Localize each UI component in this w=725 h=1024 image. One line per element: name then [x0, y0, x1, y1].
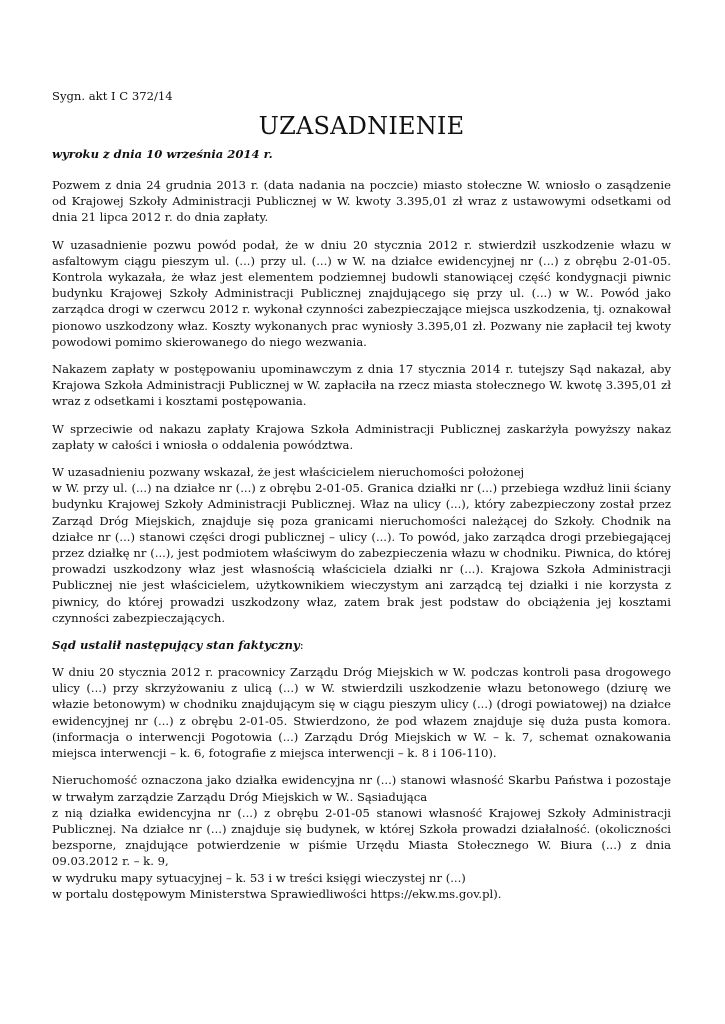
- facts-heading-text: Sąd ustalił następujący stan faktyczny: [52, 638, 300, 653]
- facts-heading-colon: :: [299, 638, 304, 653]
- paragraph-5-body: w W. przy ul. (...) na działce nr (...) z obrębu 2-01-05. Granica działki nr (...) przebiega wzdłuż linii ściany budynku Krajowej Szkoły Administracji Publicznej. Właz na ulicy (...), który zabezpieczony został przez Zarząd Dróg Miejskich, znajduje się poza granicami nieruchomości należącej do Szkoły. Chodnik na działce nr (...) stanowi części drogi publicznej – ulicy (...). To powód, jako zarządca drogi przebiegającej przez działkę nr (...), jest podmiotem właściwym do zabezpieczenia włazu w chodniku. Piwnica, do której prowadzi uszkodzony właz jest własnością właściciela działki nr (...). Krajowa Szkoła Administracji Publicznej nie jest właścicielem, użytkownikiem wieczystym ani zarządcą tej działki i nie korzysta z piwnicy, do której prowadzi uszkodzony właz, zatem brak jest podstaw do obciążenia jej kosztami czynności zabezpieczających.: [52, 481, 671, 625]
- paragraph-7-line-c: w wydruku mapy sytuacyjnej – k. 53 i w treści księgi wieczystej nr (...): [52, 870, 466, 885]
- paragraph-1: Pozwem z dnia 24 grudnia 2013 r. (data nadania na poczcie) miasto stołeczne W. wniosło o zasądzenie od Krajowej Szkoły Administracji Publicznej w W. kwoty 3.395,01 zł wraz z ustawowymi odsetkami od dnia 21 lipca 2012 r. do dnia zapłaty.: [52, 178, 671, 225]
- facts-heading: [52, 637, 671, 653]
- document-subtitle: wyroku z dnia 10 września 2014 r.: [52, 147, 273, 161]
- paragraph-3: Nakazem zapłaty w postępowaniu upominawczym z dnia 17 stycznia 2014 r. tutejszy Sąd nakazał, aby Krajowa Szkoła Administracji Publicznej w W. zapłaciła na rzecz miasta stołecznego W. kwotę 3.395,01 zł wraz z odsetkami i kosztami postępowania.: [52, 362, 671, 409]
- paragraph-4: W sprzeciwie od nakazu zapłaty Krajowa Szkoła Administracji Publicznej zaskarżyła powyższy nakaz zapłaty w całości i wniosła o oddalenia powództwa.: [52, 421, 671, 452]
- paragraph-7: [52, 772, 671, 902]
- paragraph-7-line-d: w portalu dostępowym Ministerstwa Sprawiedliwości https://ekw.ms.gov.pl).: [52, 886, 502, 901]
- document-page: [52, 88, 671, 913]
- case-number: Sygn. akt I C 372/14: [52, 89, 173, 103]
- paragraph-5-first-line: W uzasadnieniu pozwany wskazał, że jest właścicielem nieruchomości położonej: [52, 465, 525, 480]
- paragraph-6: W dniu 20 stycznia 2012 r. pracownicy Zarządu Dróg Miejskich w W. podczas kontroli pasa drogowego ulicy (...) przy skrzyżowaniu z ulicą (...) w W. stwierdzili uszkodzenie włazu betonowego (dziurę we włazie betonowym) w chodniku znajdującym się w ciągu pieszym ulicy (...) (drogi powiatowej) na działce ewidencyjnej nr (...) z obrębu 2-01-05. Stwierdzono, że pod włazem znajduje się duża pusta komora. (informacja o interwencji Pogotowia (...) Zarządu Dróg Miejskich w W. – k. 7, schemat oznakowania miejsca interwencji – k. 6, fotografie z miejsca interwencji – k. 8 i 106-110).: [52, 665, 671, 761]
- paragraph-7-part-a: Nieruchomość oznaczona jako działka ewidencyjna nr (...) stanowi własność Skarbu Państwa i pozostaje w trwałym zarządzie Zarządu Dróg Miejskich w W.. Sąsiadująca: [52, 773, 671, 804]
- document-title: UZASADNIENIE: [258, 112, 465, 140]
- paragraph-5: [52, 464, 671, 626]
- paragraph-7-part-b: z nią działka ewidencyjna nr (...) z obrębu 2-01-05 stanowi własność Krajowej Szkoły Administracji Publicznej. Na działce nr (...) znajduje się budynek, w której Szkoła prowadzi działalność. (okoliczności bezsporne, znajdujące potwierdzenie w piśmie Urzędu Miasta Stołecznego W. Biura (...) z dnia 09.03.2012 r. – k. 9,: [52, 805, 671, 869]
- paragraph-2: W uzasadnienie pozwu powód podał, że w dniu 20 stycznia 2012 r. stwierdził uszkodzenie włazu w asfaltowym ciągu pieszym ul. (...) przy ul. (...) w W. na działce ewidencyjnej nr (...) z obrębu 2-01-05. Kontrola wykazała, że właz jest elementem podziemnej budowli stanowiącej część kondygnacji piwnic budynku Krajowej Szkoły Administracji Publicznej znajdującego się przy ul. (...) w W.. Powód jako zarządca drogi w czerwcu 2012 r. wykonał czynności zabezpieczające miejsca uszkodzenia, tj. oznakował pionowo uszkodzony właz. Koszty wykonanych prac wyniosły 3.395,01 zł. Pozwany nie zapłacił tej kwoty powodowi pomimo skierowanego do niego wezwania.: [52, 237, 671, 349]
